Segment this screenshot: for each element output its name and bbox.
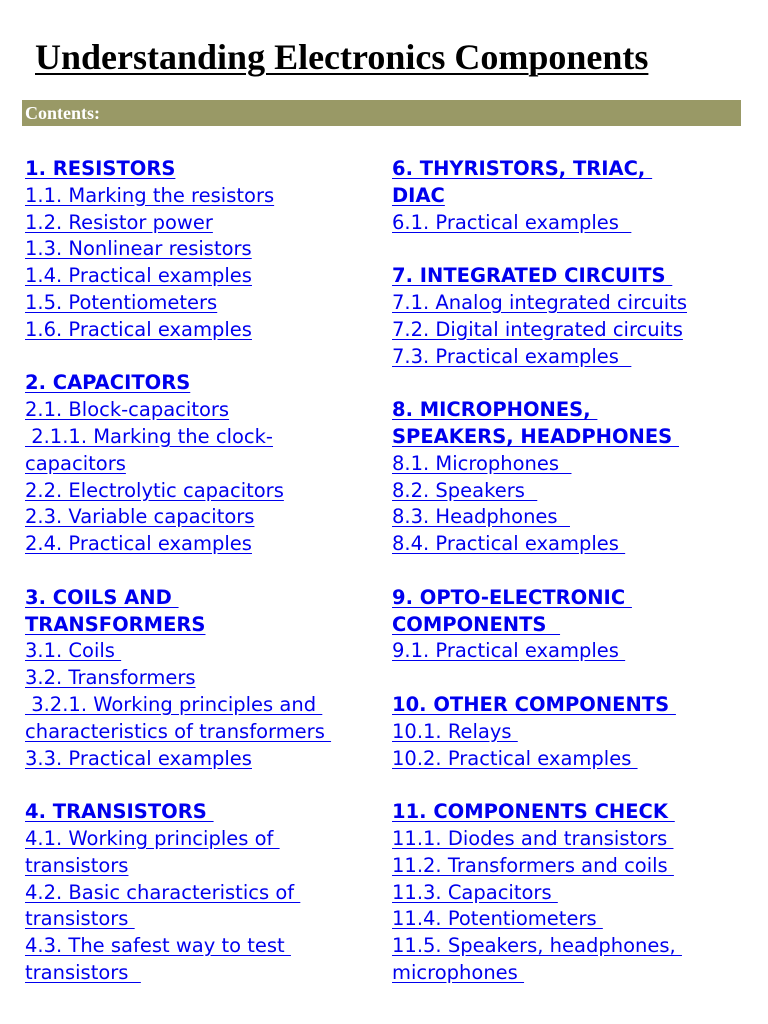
toc-item-text: 10.1. Relays (392, 719, 518, 743)
toc-heading-text: 10. OTHER COMPONENTS (392, 692, 676, 716)
toc-item-text: 11.3. Capacitors (392, 880, 558, 904)
toc-section (25, 585, 375, 773)
toc-left-column (25, 156, 375, 1014)
toc-item-text: characteristics of transformers (25, 719, 332, 743)
toc-heading-link-8-microphones[interactable] (392, 397, 742, 451)
toc-item-link-6-1-practical-examples[interactable] (392, 210, 742, 237)
toc-item-text: 3.2.1. Working principles and (25, 692, 323, 716)
toc-item-text: 8.1. Microphones (392, 451, 572, 475)
toc-item-link-4-1-working-principles-of[interactable] (25, 826, 375, 880)
toc-item-text: 1.6. Practical examples (25, 317, 252, 341)
toc-item-text: 2.3. Variable capacitors (25, 505, 255, 529)
toc-item-link-3-2-transformers[interactable] (25, 665, 375, 692)
toc-item-text: 4.2. Basic characteristics of (25, 880, 301, 904)
toc-item-text: 10.2. Practical examples (392, 746, 638, 770)
toc-item-link-4-3-the-safest-way-to-test[interactable] (25, 933, 375, 987)
toc-item-link-8-2-speakers[interactable] (392, 478, 742, 505)
toc-item-text: 9.1. Practical examples (392, 639, 626, 663)
toc-section (25, 799, 375, 987)
toc-heading-text: DIAC (392, 183, 445, 207)
toc-item-text: 4.1. Working principles of (25, 826, 280, 850)
toc-item-link-11-5-speakers-headphones[interactable] (392, 933, 742, 987)
toc-section (392, 397, 742, 558)
toc-heading-text: 3. COILS AND (25, 585, 179, 609)
toc-item-text: 2.1.1. Marking the clock- (25, 424, 273, 448)
toc-item-link-2-4-practical-examples[interactable] (25, 531, 375, 558)
toc-item-link-1-3-nonlinear-resistors[interactable] (25, 236, 375, 263)
toc-heading-text: 6. THYRISTORS, TRIAC, (392, 157, 653, 180)
toc-heading-text: 9. OPTO-ELECTRONIC (392, 585, 632, 609)
toc-heading-text: 7. INTEGRATED CIRCUITS (392, 264, 673, 288)
toc-heading-link-9-opto-electronic[interactable] (392, 585, 742, 639)
toc-item-text: 7.2. Digital integrated circuits (392, 317, 683, 341)
toc-item-link-2-2-electrolytic-capacitors[interactable] (25, 478, 375, 505)
toc-heading-link-4-transistors[interactable] (25, 799, 375, 826)
toc-item-link-4-2-basic-characteristics-of[interactable] (25, 880, 375, 934)
toc-section (25, 156, 375, 344)
toc-item-text: 6.1. Practical examples (392, 210, 632, 234)
toc-item-link-3-2-1-working-principles-and[interactable] (25, 692, 375, 746)
toc-item-link-8-3-headphones[interactable] (392, 504, 742, 531)
toc-item-link-1-5-potentiometers[interactable] (25, 290, 375, 317)
toc-item-link-1-2-resistor-power[interactable] (25, 210, 375, 237)
toc-section (392, 692, 742, 772)
toc-item-link-2-1-1-marking-the-clock[interactable] (25, 424, 375, 478)
toc-item-text: 3.2. Transformers (25, 666, 196, 690)
toc-item-text: 7.3. Practical examples (392, 344, 632, 368)
toc-item-text: transistors (25, 960, 141, 984)
toc-item-text: microphones (392, 960, 525, 984)
contents-label: Contents: (25, 103, 100, 123)
toc-item-link-8-4-practical-examples[interactable] (392, 531, 742, 558)
toc-section (392, 585, 742, 665)
toc-item-link-1-6-practical-examples[interactable] (25, 317, 375, 344)
toc-heading-text: 11. COMPONENTS CHECK (392, 800, 675, 824)
toc-item-link-3-1-coils[interactable] (25, 638, 375, 665)
toc-item-text: 2.1. Block-capacitors (25, 398, 230, 422)
toc-section (392, 156, 742, 236)
toc-item-text: 8.3. Headphones (392, 505, 570, 529)
toc-item-link-11-1-diodes-and-transistors[interactable] (392, 826, 742, 853)
toc-item-text: 2.4. Practical examples (25, 532, 252, 556)
toc-heading-text: 4. TRANSISTORS (25, 800, 214, 824)
toc-heading-link-1-resistors[interactable] (25, 156, 375, 183)
toc-heading-text: 8. MICROPHONES, (392, 398, 598, 422)
toc-item-link-7-3-practical-examples[interactable] (392, 344, 742, 371)
toc-item-text: transistors (25, 907, 135, 931)
toc-item-link-1-4-practical-examples[interactable] (25, 263, 375, 290)
toc-heading-link-7-integrated-circuits[interactable] (392, 263, 742, 290)
toc-heading-text: 2. CAPACITORS (25, 371, 191, 395)
contents-header-bar (22, 100, 741, 126)
toc-item-text: 11.1. Diodes and transistors (392, 826, 674, 850)
toc-item-text: 1.4. Practical examples (25, 264, 252, 288)
toc-heading-text: COMPONENTS (392, 612, 561, 636)
toc-item-text: 1.5. Potentiometers (25, 290, 218, 314)
toc-heading-link-10-other-components[interactable] (392, 692, 742, 719)
toc-item-text: 4.3. The safest way to test (25, 934, 291, 958)
toc-item-text: 11.5. Speakers, headphones, (392, 934, 682, 958)
toc-item-text: 2.2. Electrolytic capacitors (25, 478, 284, 502)
toc-item-text: 1.2. Resistor power (25, 210, 213, 234)
toc-item-link-8-1-microphones[interactable] (392, 451, 742, 478)
toc-item-text: 3.1. Coils (25, 639, 122, 663)
toc-item-text: 8.2. Speakers (392, 478, 538, 502)
toc-item-link-2-3-variable-capacitors[interactable] (25, 504, 375, 531)
toc-heading-text: 1. RESISTORS (25, 157, 176, 180)
toc-item-link-9-1-practical-examples[interactable] (392, 638, 742, 665)
toc-item-text: 1.3. Nonlinear resistors (25, 237, 252, 261)
toc-item-text: 3.3. Practical examples (25, 746, 252, 770)
page-title: Understanding Electronics Components (35, 37, 649, 77)
toc-item-text: transistors (25, 853, 129, 877)
toc-section (392, 263, 742, 370)
toc-heading-link-2-capacitors[interactable] (25, 370, 375, 397)
toc-heading-link-11-components-check[interactable] (392, 799, 742, 826)
toc-item-link-2-1-block-capacitors[interactable] (25, 397, 375, 424)
toc-item-link-7-1-analog-integrated-circuits[interactable] (392, 290, 742, 317)
toc-heading-link-6-thyristors-triac[interactable] (392, 156, 742, 210)
toc-item-text: capacitors (25, 451, 126, 475)
toc-item-link-7-2-digital-integrated-circuits[interactable] (392, 317, 742, 344)
toc-heading-text: SPEAKERS, HEADPHONES (392, 424, 680, 448)
toc-item-text: 8.4. Practical examples (392, 532, 626, 556)
toc-item-link-10-2-practical-examples[interactable] (392, 746, 742, 773)
toc-right-column (392, 156, 742, 1014)
toc-item-link-11-3-capacitors[interactable] (392, 880, 742, 907)
toc-item-link-11-2-transformers-and-coils[interactable] (392, 853, 742, 880)
toc-item-text: 7.1. Analog integrated circuits (392, 290, 687, 314)
toc-heading-text: TRANSFORMERS (25, 612, 206, 636)
toc-section (392, 799, 742, 987)
toc-item-link-10-1-relays[interactable] (392, 719, 742, 746)
toc-item-text: 11.2. Transformers and coils (392, 853, 674, 877)
toc-item-link-1-1-marking-the-resistors[interactable] (25, 183, 375, 210)
toc-item-link-11-4-potentiometers[interactable] (392, 906, 742, 933)
toc-heading-link-3-coils-and[interactable] (25, 585, 375, 639)
toc-section (25, 370, 375, 558)
toc-item-link-3-3-practical-examples[interactable] (25, 746, 375, 773)
toc-item-text: 1.1. Marking the resistors (25, 183, 275, 207)
toc-item-text: 11.4. Potentiometers (392, 907, 603, 931)
